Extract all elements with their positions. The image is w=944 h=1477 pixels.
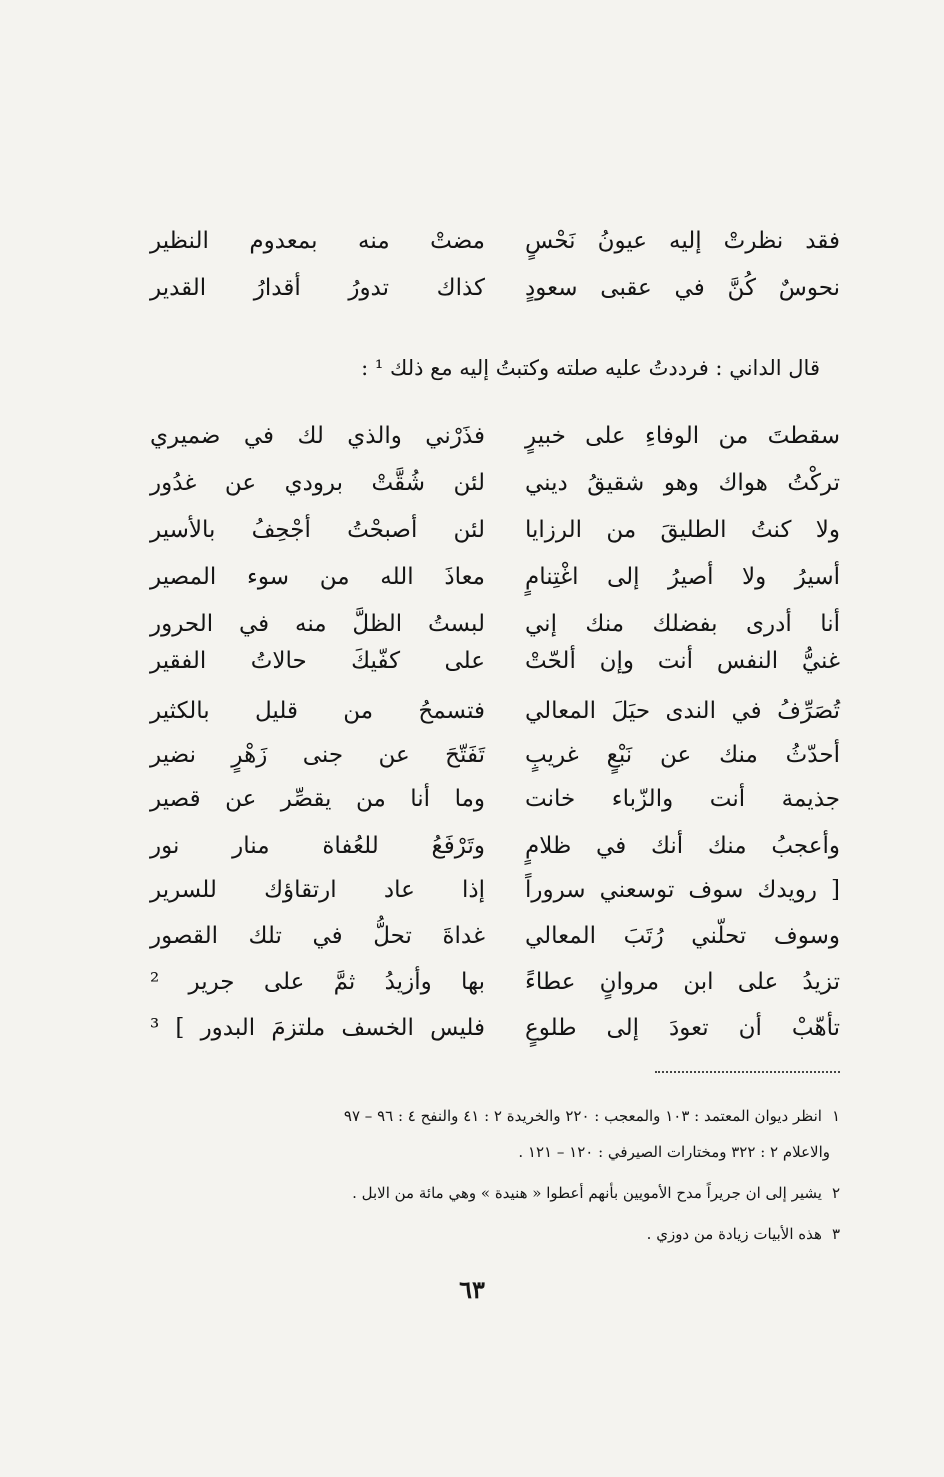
footnote-separator bbox=[655, 1071, 840, 1073]
verse-second-hemistich: معاذَ الله من سوء المصير bbox=[150, 564, 485, 590]
verse-first-hemistich: تركْتُ هواك وهو شقيقُ ديني bbox=[525, 470, 840, 496]
footnote bbox=[150, 1221, 840, 1247]
poem-verse bbox=[150, 414, 840, 458]
verse-second-hemistich: على كفّيكَ حالاتُ الفقير bbox=[150, 648, 485, 674]
verse-second-hemistich: فليس الخسف ملتزمَ البدور ] ³ bbox=[150, 1015, 485, 1041]
opening-verse bbox=[150, 219, 840, 263]
poem-verse bbox=[150, 639, 840, 683]
verse-first-hemistich: أنا أدرى بفضلك منك إني bbox=[525, 611, 840, 637]
poem-verse bbox=[150, 1006, 840, 1050]
verse-first-hemistich: تزيدُ على ابن مروانٍ عطاءً bbox=[525, 969, 840, 995]
footnote-number: ٣ bbox=[831, 1225, 840, 1243]
verse-second-hemistich: فتسمحُ من قليل بالكثير bbox=[150, 698, 485, 724]
verse-second-hemistich: بها وأزيدُ ثمَّ على جرير ² bbox=[150, 969, 485, 995]
opening-verse bbox=[150, 266, 840, 310]
verse-first-hemistich: جذيمة أنت والزّباء خانت bbox=[525, 786, 840, 812]
footnote bbox=[150, 1180, 840, 1206]
poem-verse bbox=[150, 689, 840, 733]
verse-first-hemistich: أحدّثُ منك عن نَبْعٍ غريبٍ bbox=[525, 742, 840, 768]
verse-second-hemistich: لئن شُقَّتْ برودي عن غدُور bbox=[150, 470, 485, 496]
verse-second-hemistich: لئن أصبحْتُ أجْحِفُ بالأسير bbox=[150, 517, 485, 543]
poem-verse bbox=[150, 508, 840, 552]
footnote-text: يشير إلى ان جريراً مدح الأمويين بأنهم أعطوا « هنيدة » وهي مائة من الابل . bbox=[352, 1184, 822, 1202]
verse-second-hemistich: مضتْ منه بمعدوم النظير bbox=[150, 228, 485, 254]
verse-first-hemistich: غنيُّ النفس أنت وإن ألحّتْ bbox=[525, 648, 840, 674]
footnote-number: ١ bbox=[831, 1107, 840, 1125]
verse-first-hemistich: أسيرُ ولا أصيرُ إلى اغْتِنامٍ bbox=[525, 564, 840, 590]
verse-second-hemistich: فذَرْني والذي لك في ضميري bbox=[150, 423, 485, 449]
footnote bbox=[150, 1103, 840, 1129]
verse-first-hemistich: تُصَرِّفُ في الندى حيَلَ المعالي bbox=[525, 698, 840, 724]
verse-first-hemistich: فقد نظرتْ إليه عيونُ نَحْسٍ bbox=[525, 228, 840, 254]
footnote-text: والاعلام ٢ : ٣٢٢ ومختارات الصيرفي : ١٢٠ – ١٢١ . bbox=[518, 1143, 830, 1161]
poem-verse bbox=[150, 777, 840, 821]
footnote-continuation bbox=[150, 1139, 840, 1165]
footnote-text: انظر ديوان المعتمد : ١٠٣ والمعجب : ٢٢٠ والخريدة ٢ : ٤١ والنفح ٤ : ٩٦ – ٩٧ bbox=[343, 1107, 822, 1125]
intro-line: قال الداني : فرددتُ عليه صلته وكتبتُ إليه مع ذلك ¹ : bbox=[361, 356, 820, 380]
footnote-number: ٢ bbox=[831, 1184, 840, 1202]
poem-verse bbox=[150, 868, 840, 912]
verse-first-hemistich: [ رويدك سوف توسعني سروراً bbox=[525, 877, 840, 903]
verse-first-hemistich: ولا كنتُ الطليقَ من الرزايا bbox=[525, 517, 840, 543]
verse-first-hemistich: تأهّبْ أن تعودَ إلى طلوعٍ bbox=[525, 1015, 840, 1041]
verse-second-hemistich: وتَرْفَعُ للعُفاة منار نور bbox=[150, 833, 485, 859]
poem-verse bbox=[150, 555, 840, 599]
verse-first-hemistich: وسوف تحلّني رُتَبَ المعالي bbox=[525, 923, 840, 949]
poem-verse bbox=[150, 733, 840, 777]
verse-first-hemistich: وأعجبُ منك أنك في ظلامٍ bbox=[525, 833, 840, 859]
verse-second-hemistich: غداةَ تحلُّ في تلك القصور bbox=[150, 923, 485, 949]
footnote-text: هذه الأبيات زيادة من دوزي . bbox=[646, 1225, 822, 1243]
verse-second-hemistich: لبستُ الظلَّ منه في الحرور bbox=[150, 611, 485, 637]
verse-second-hemistich: تَفَتّحَ عن جنى زَهْرٍ نضير bbox=[150, 742, 485, 768]
page-number: ٦٣ bbox=[459, 1275, 485, 1304]
poem-verse bbox=[150, 914, 840, 958]
poem-verse bbox=[150, 824, 840, 868]
verse-first-hemistich: سقطتَ من الوفاءِ على خبيرٍ bbox=[525, 423, 840, 449]
poem-verse bbox=[150, 461, 840, 505]
verse-second-hemistich: كذاك تدورُ أقدارُ القدير bbox=[150, 275, 485, 301]
verse-first-hemistich: نحوسٌ كُنَّ في عقبى سعودٍ bbox=[525, 275, 840, 301]
poem-verse bbox=[150, 960, 840, 1004]
verse-second-hemistich: وما أنا من يقصِّر عن قصير bbox=[150, 786, 485, 812]
verse-second-hemistich: إذا عاد ارتقاؤك للسرير bbox=[150, 877, 485, 903]
